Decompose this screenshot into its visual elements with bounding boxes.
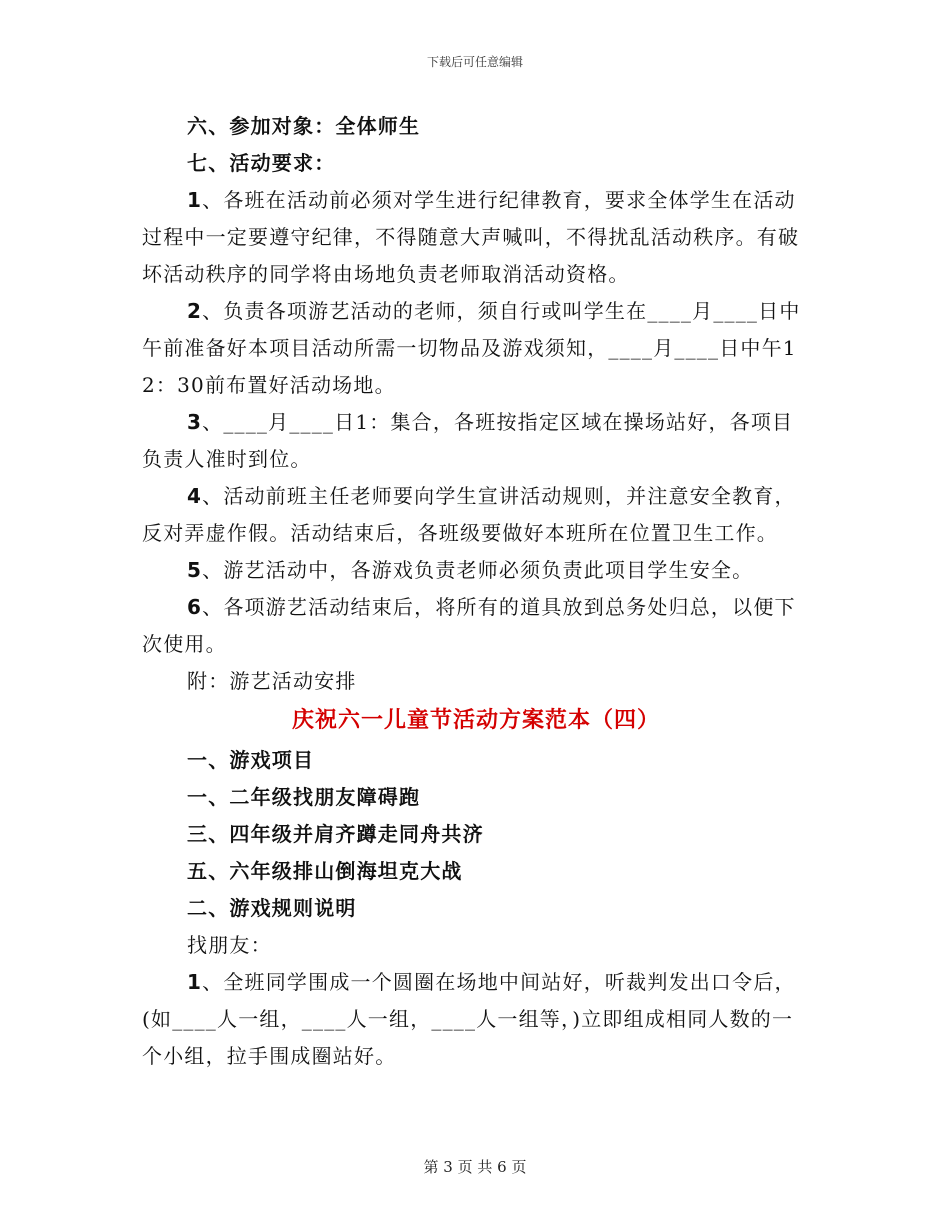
requirement-6: [142, 589, 810, 663]
document-body: [142, 108, 810, 1075]
section-requirements: 七、活动要求：: [187, 151, 336, 175]
requirement-number: 6: [187, 595, 203, 619]
requirement-text: 、活动前班主任老师要向学生宣讲活动规则，并注意安全教育，反对弄虚作假。活动结束后，各班级要做好本班所在位置卫生工作。: [142, 484, 796, 545]
heading-games: 一、游戏项目: [187, 748, 315, 772]
requirement-text: 、____月____日1：集合，各班按指定区域在操场站好，各项目负责人准时到位。: [142, 410, 794, 471]
appendix-note: 附：游艺活动安排: [187, 669, 357, 693]
requirement-4: [142, 478, 810, 552]
requirement-text: 、负责各项游艺活动的老师，须自行或叫学生在____月____日中午前准备好本项目活动所需一切物品及游戏须知，____月____日中午12：30前布置好活动场地。: [142, 299, 801, 397]
requirement-number: 5: [187, 558, 203, 582]
requirement-5: [142, 552, 810, 589]
document-title: 庆祝六一儿童节活动方案范本（四）: [291, 708, 660, 733]
rule-text: 、全班同学围成一个圆圈在场地中间站好，听裁判发出口令后，(如____人一组，____人一组，____人一组等，)立即组成相同人数的一个小组，拉手围成圈站好。: [142, 970, 796, 1068]
requirement-number: 3: [187, 410, 203, 434]
page-footer: 第 3 页 共 6 页: [423, 1158, 527, 1176]
requirement-3: [142, 404, 810, 478]
requirement-number: 1: [187, 188, 203, 212]
rule-number: 1: [187, 970, 203, 994]
game-item: 三、四年级并肩齐蹲走同舟共济: [187, 822, 484, 846]
requirement-number: 4: [187, 484, 203, 508]
requirement-text: 、各班在活动前必须对学生进行纪律教育，要求全体学生在活动过程中一定要遵守纪律，不得随意大声喊叫，不得扰乱活动秩序。有破坏活动秩序的同学将由场地负责老师取消活动资格。: [142, 188, 800, 286]
heading-rules: 二、游戏规则说明: [187, 896, 357, 920]
rule-1: [142, 964, 810, 1075]
section-participants: 六、参加对象：全体师生: [187, 114, 421, 138]
requirement-1: [142, 182, 810, 293]
page-header: 下载后可任意编辑: [426, 55, 523, 69]
requirement-text: 、游艺活动中，各游戏负责老师必须负责此项目学生安全。: [202, 558, 754, 582]
game-item: 五、六年级排山倒海坦克大战: [187, 859, 463, 883]
requirement-text: 、各项游艺活动结束后，将所有的道具放到总务处归总，以便下次使用。: [142, 595, 796, 656]
requirement-number: 2: [187, 299, 203, 323]
requirement-2: [142, 293, 810, 404]
game-item: 一、二年级找朋友障碍跑: [187, 785, 421, 809]
find-friends-label: 找朋友：: [187, 933, 272, 957]
